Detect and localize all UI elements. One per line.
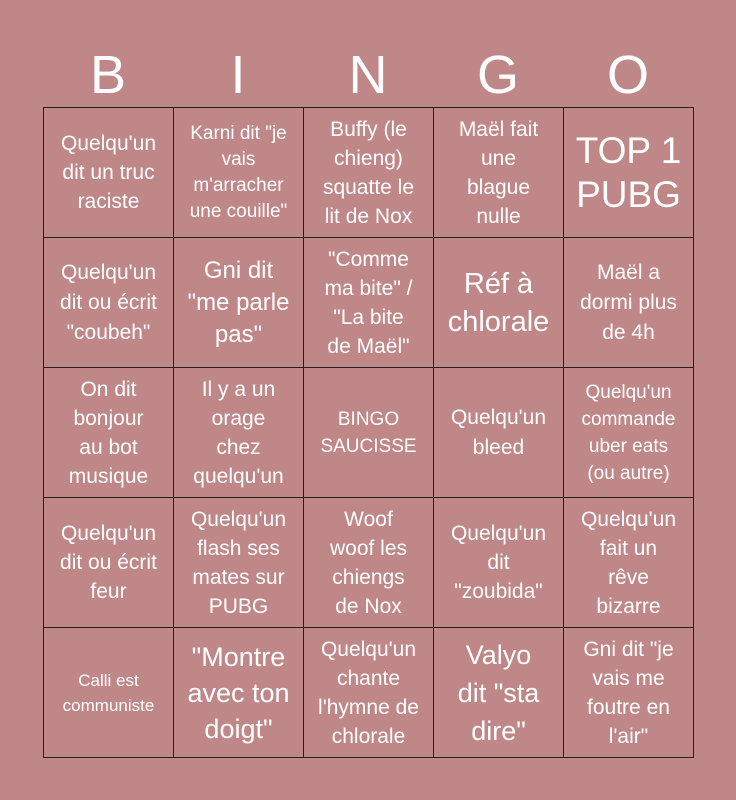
bingo-cell[interactable]: Calli est communiste [44,628,174,758]
bingo-cell[interactable]: Valyo dit "sta dire" [434,628,564,758]
bingo-cell[interactable]: "Montre avec ton doigt" [174,628,304,758]
bingo-cell[interactable]: Quelqu'un dit ou écrit "coubeh" [44,238,174,368]
bingo-cell[interactable]: On dit bonjour au bot musique [44,368,174,498]
bingo-cell[interactable]: Quelqu'un fait un rêve bizarre [564,498,694,628]
bingo-cell[interactable]: Woof woof les chiengs de Nox [304,498,434,628]
bingo-cell[interactable]: Quelqu'un commande uber eats (ou autre) [564,368,694,498]
bingo-cell[interactable]: Quelqu'un bleed [434,368,564,498]
bingo-cell[interactable]: Quelqu'un dit "zoubida" [434,498,564,628]
header-letter-g: G [476,45,519,105]
bingo-cell[interactable]: Il y a un orage chez quelqu'un [174,368,304,498]
header-letter-b: B [89,45,127,105]
bingo-cell[interactable]: BINGO SAUCISSE [304,368,434,498]
bingo-cell[interactable]: Quelqu'un dit ou écrit feur [44,498,174,628]
bingo-header [43,42,693,108]
bingo-cell[interactable]: Quelqu'un chante l'hymne de chlorale [304,628,434,758]
header-letter-n: N [348,45,388,105]
bingo-cell[interactable]: Karni dit "je vais m'arracher une couille" [174,108,304,238]
bingo-cell[interactable]: Maël a dormi plus de 4h [564,238,694,368]
bingo-cell[interactable]: Buffy (le chieng) squatte le lit de Nox [304,108,434,238]
bingo-cell[interactable]: Quelqu'un flash ses mates sur PUBG [174,498,304,628]
bingo-cell[interactable]: TOP 1 PUBG [564,108,694,238]
bingo-cell[interactable]: Gni dit "me parle pas" [174,238,304,368]
bingo-cell[interactable]: "Comme ma bite" / "La bite de Maël" [304,238,434,368]
bingo-cell[interactable]: Quelqu'un dit un truc raciste [44,108,174,238]
header-letter-o: O [606,45,649,105]
bingo-cell[interactable]: Réf à chlorale [434,238,564,368]
bingo-cell[interactable]: Gni dit "je vais me foutre en l'air" [564,628,694,758]
header-letter-i: I [230,45,246,105]
bingo-cell[interactable]: Maël fait une blague nulle [434,108,564,238]
bingo-grid [43,107,694,758]
